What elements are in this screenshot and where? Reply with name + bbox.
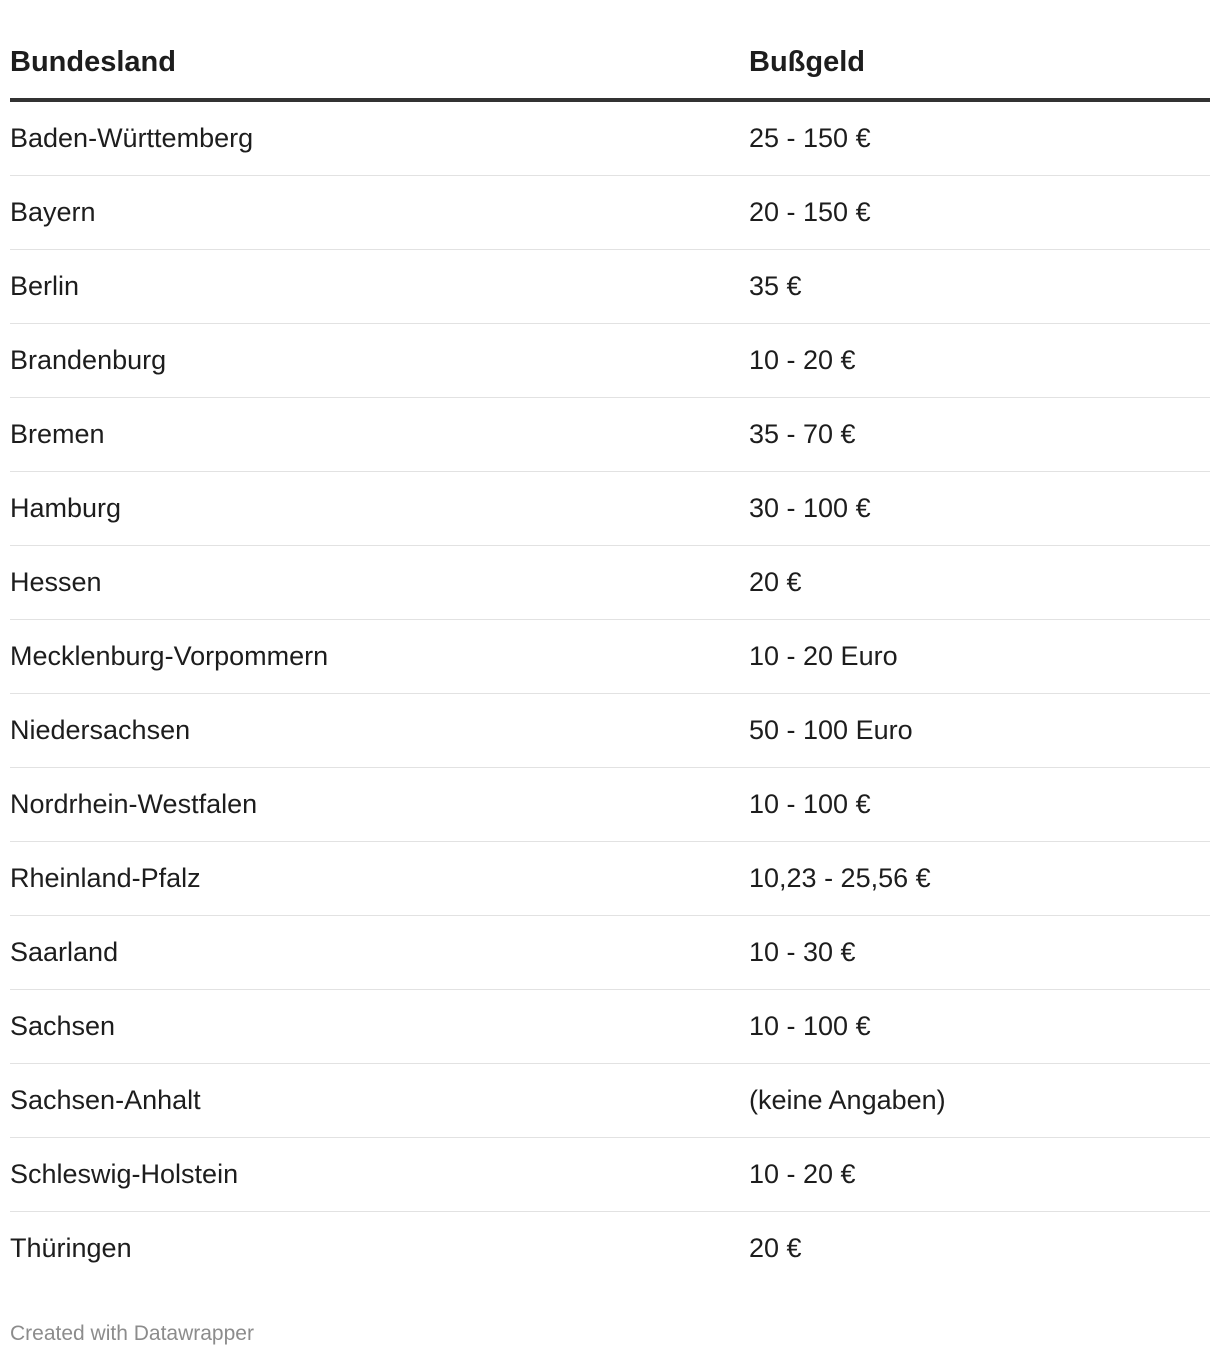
cell-bussgeld: 30 - 100 €: [749, 472, 1210, 546]
cell-bussgeld: 20 €: [749, 546, 1210, 620]
cell-bussgeld: 20 - 150 €: [749, 176, 1210, 250]
table-row: [10, 176, 1210, 250]
cell-bussgeld: 10 - 100 €: [749, 768, 1210, 842]
table-row: [10, 100, 1210, 176]
cell-bundesland: Mecklenburg-Vorpommern: [10, 620, 749, 694]
table-row: [10, 768, 1210, 842]
column-header-bussgeld[interactable]: Bußgeld: [749, 26, 1210, 100]
table-row: [10, 472, 1210, 546]
table-row: [10, 842, 1210, 916]
table-row: [10, 990, 1210, 1064]
cell-bundesland: Bremen: [10, 398, 749, 472]
header-row: [10, 26, 1210, 100]
cell-bussgeld: 10 - 20 €: [749, 324, 1210, 398]
cell-bundesland: Baden-Württemberg: [10, 100, 749, 176]
cell-bundesland: Niedersachsen: [10, 694, 749, 768]
table-row: [10, 916, 1210, 990]
cell-bussgeld: (keine Angaben): [749, 1064, 1210, 1138]
table-row: [10, 694, 1210, 768]
fines-table-container: [10, 26, 1210, 1285]
cell-bussgeld: 10 - 20 €: [749, 1138, 1210, 1212]
table-row: [10, 398, 1210, 472]
cell-bussgeld: 20 €: [749, 1233, 802, 1263]
cell-bundesland: Saarland: [10, 916, 749, 990]
cell-bussgeld: 35 - 70 €: [749, 398, 1210, 472]
table-row: [10, 1212, 1210, 1286]
datawrapper-credit: Created with Datawrapper: [10, 1322, 254, 1345]
cell-bundesland: Sachsen: [10, 990, 749, 1064]
cell-bundesland: Hessen: [10, 546, 749, 620]
table-row: [10, 1138, 1210, 1212]
cell-bussgeld: 25 - 150 €: [749, 100, 1210, 176]
cell-bussgeld: 35 €: [749, 250, 1210, 324]
cell-bussgeld: 10 - 100 €: [749, 990, 1210, 1064]
cell-bundesland: Hamburg: [10, 472, 749, 546]
cell-bussgeld: 50 - 100 Euro: [749, 694, 1210, 768]
table-row: [10, 1064, 1210, 1138]
cell-bundesland: Schleswig-Holstein: [10, 1138, 749, 1212]
cell-bussgeld: 10 - 20 Euro: [749, 620, 1210, 694]
cell-bundesland: Rheinland-Pfalz: [10, 842, 749, 916]
cell-bussgeld: 10,23 - 25,56 €: [749, 842, 1210, 916]
cell-bundesland: Bayern: [10, 176, 749, 250]
table-row: [10, 324, 1210, 398]
table-header: [10, 26, 1210, 100]
table-row: [10, 250, 1210, 324]
cell-bundesland: Sachsen-Anhalt: [10, 1064, 749, 1138]
table-body: [10, 100, 1210, 1285]
cell-bundesland: Berlin: [10, 250, 749, 324]
table-row: [10, 620, 1210, 694]
cell-bundesland: Brandenburg: [10, 324, 749, 398]
fines-table: [10, 26, 1210, 1285]
cell-bussgeld: 10 - 30 €: [749, 916, 1210, 990]
table-row: [10, 546, 1210, 620]
cell-bundesland: Thüringen: [10, 1233, 132, 1263]
column-header-bundesland[interactable]: Bundesland: [10, 26, 749, 100]
cell-bundesland: Nordrhein-Westfalen: [10, 768, 749, 842]
